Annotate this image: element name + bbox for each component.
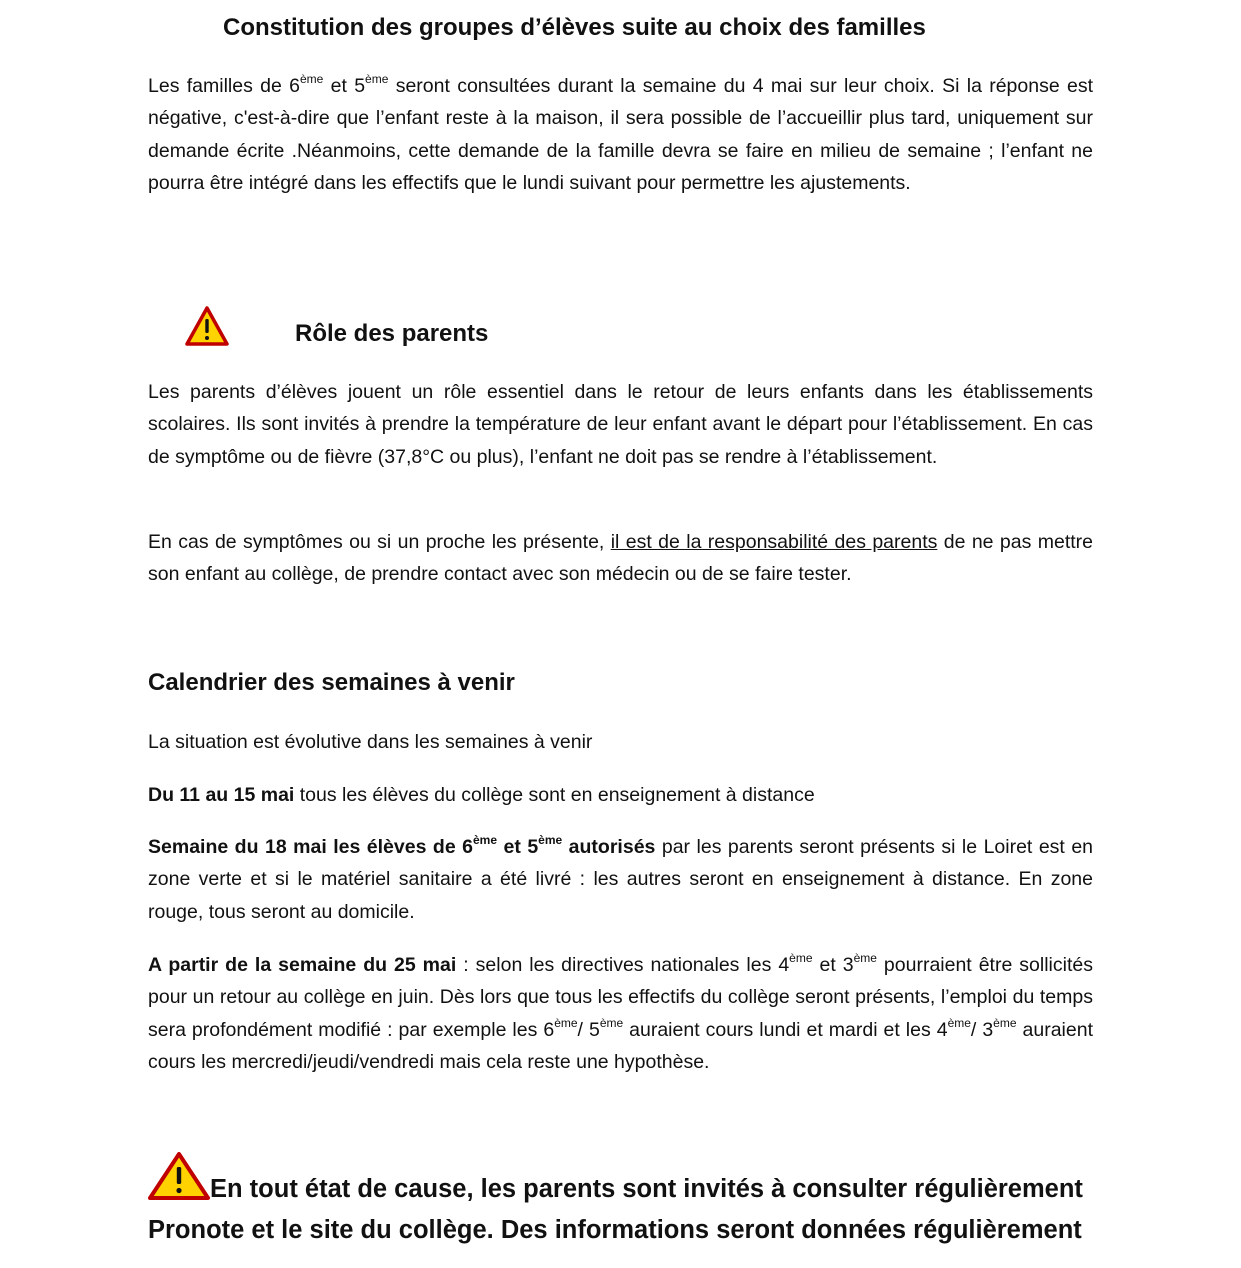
superscript: ème (947, 1015, 971, 1030)
text-run: : selon les directives nationales les 4 (456, 954, 790, 976)
text-run: / 3 (970, 1018, 994, 1041)
superscript: ème (538, 833, 563, 847)
calendar-item-may-11 (148, 779, 1093, 811)
parents-role-paragraph: Les parents d’élèves jouent un rôle essentiel dans le retour de leurs enfants dans les établissements scolaires. Ils sont invités à prendre la température de leur enfant avant le départ pour l’établissement. En cas de symptôme ou de fièvre (37,8°C ou plus), l’enfant ne doit pas se rendre à l’établissement. (148, 381, 1093, 468)
bold-text: Du 11 au 15 mai (148, 784, 295, 806)
superscript: ème (554, 1015, 578, 1030)
text-run: auraient cours lundi et mardi et les 4 (623, 1018, 948, 1041)
calendar-intro: La situation est évolutive dans les semaines à venir (148, 731, 593, 753)
superscript: ème (789, 951, 813, 965)
text-run: et 5 (323, 75, 366, 97)
superscript: ème (365, 72, 389, 86)
warning-icon (185, 306, 229, 346)
families-consultation-paragraph (148, 70, 1093, 199)
text-run: pourraient être sollicités pour un retour au collège en juin. Dès lors que tous les effectifs du collège seront présents, l’emploi du temps sera profondément modifié : par exemple les 6 (148, 954, 1093, 1041)
text-run: tous les élèves du collège sont en enseignement à distance (294, 784, 815, 806)
calendar-item-may-25 (148, 949, 1093, 1078)
bold-text: autorisés (562, 836, 656, 858)
bold-text: Semaine du 18 mai les élèves de 6 (148, 836, 473, 858)
final-notice: En tout état de cause, les parents sont invités à consulter régulièrement Pronote et le site du collège. Des informations seront données régulièrement (148, 1175, 1083, 1244)
superscript: ème (993, 1015, 1017, 1030)
text-run: et 3 (812, 954, 854, 976)
text-run: seront consultées durant la semaine du 4 mai sur leur choix. Si la réponse est négative, c'est-à-dire que l’enfant reste à la maison, il sera possible de l’accueillir plus tard, uniquement sur demande écrite .Néanmoins, cette demande de la famille devra se faire en milieu de semaine ; l’enfant ne pourra être intégré dans les effectifs que le lundi suivant pour permettre les ajustements. (148, 75, 1094, 194)
superscript: ème (599, 1015, 624, 1030)
underlined-text: il est de la responsabilité des parents (610, 531, 938, 553)
document-title: Constitution des groupes d’élèves suite au choix des familles (223, 14, 926, 41)
calendar-item-may-18 (148, 831, 1093, 928)
parents-responsibility-paragraph (148, 526, 1093, 591)
text-run: de ne pas mettre son enfant au collège, de prendre contact avec son médecin ou de se faire tester. (148, 531, 1093, 586)
text-run: Les familles de 6 (148, 75, 300, 97)
text-run: auraient cours les mercredi/jeudi/vendredi mais cela reste une hypothèse. (148, 1018, 1093, 1073)
section-heading-calendar: Calendrier des semaines à venir (148, 669, 515, 696)
bold-text: A partir de la semaine du 25 mai (148, 954, 457, 976)
text-run: par les parents seront présents si le Loiret est en zone verte et si le matériel sanitaire a été livré : les autres seront en enseignement à distance. En zone rouge, tous seront au domicile. (148, 836, 1094, 923)
section-heading-role-parents: Rôle des parents (295, 320, 489, 347)
superscript: ème (473, 833, 498, 847)
superscript: ème (299, 72, 324, 86)
superscript: ème (853, 951, 877, 965)
bold-text: et 5 (497, 836, 539, 858)
text-run: En cas de symptômes ou si un proche les présente, (148, 531, 611, 553)
text-run: / 5 (577, 1018, 600, 1041)
